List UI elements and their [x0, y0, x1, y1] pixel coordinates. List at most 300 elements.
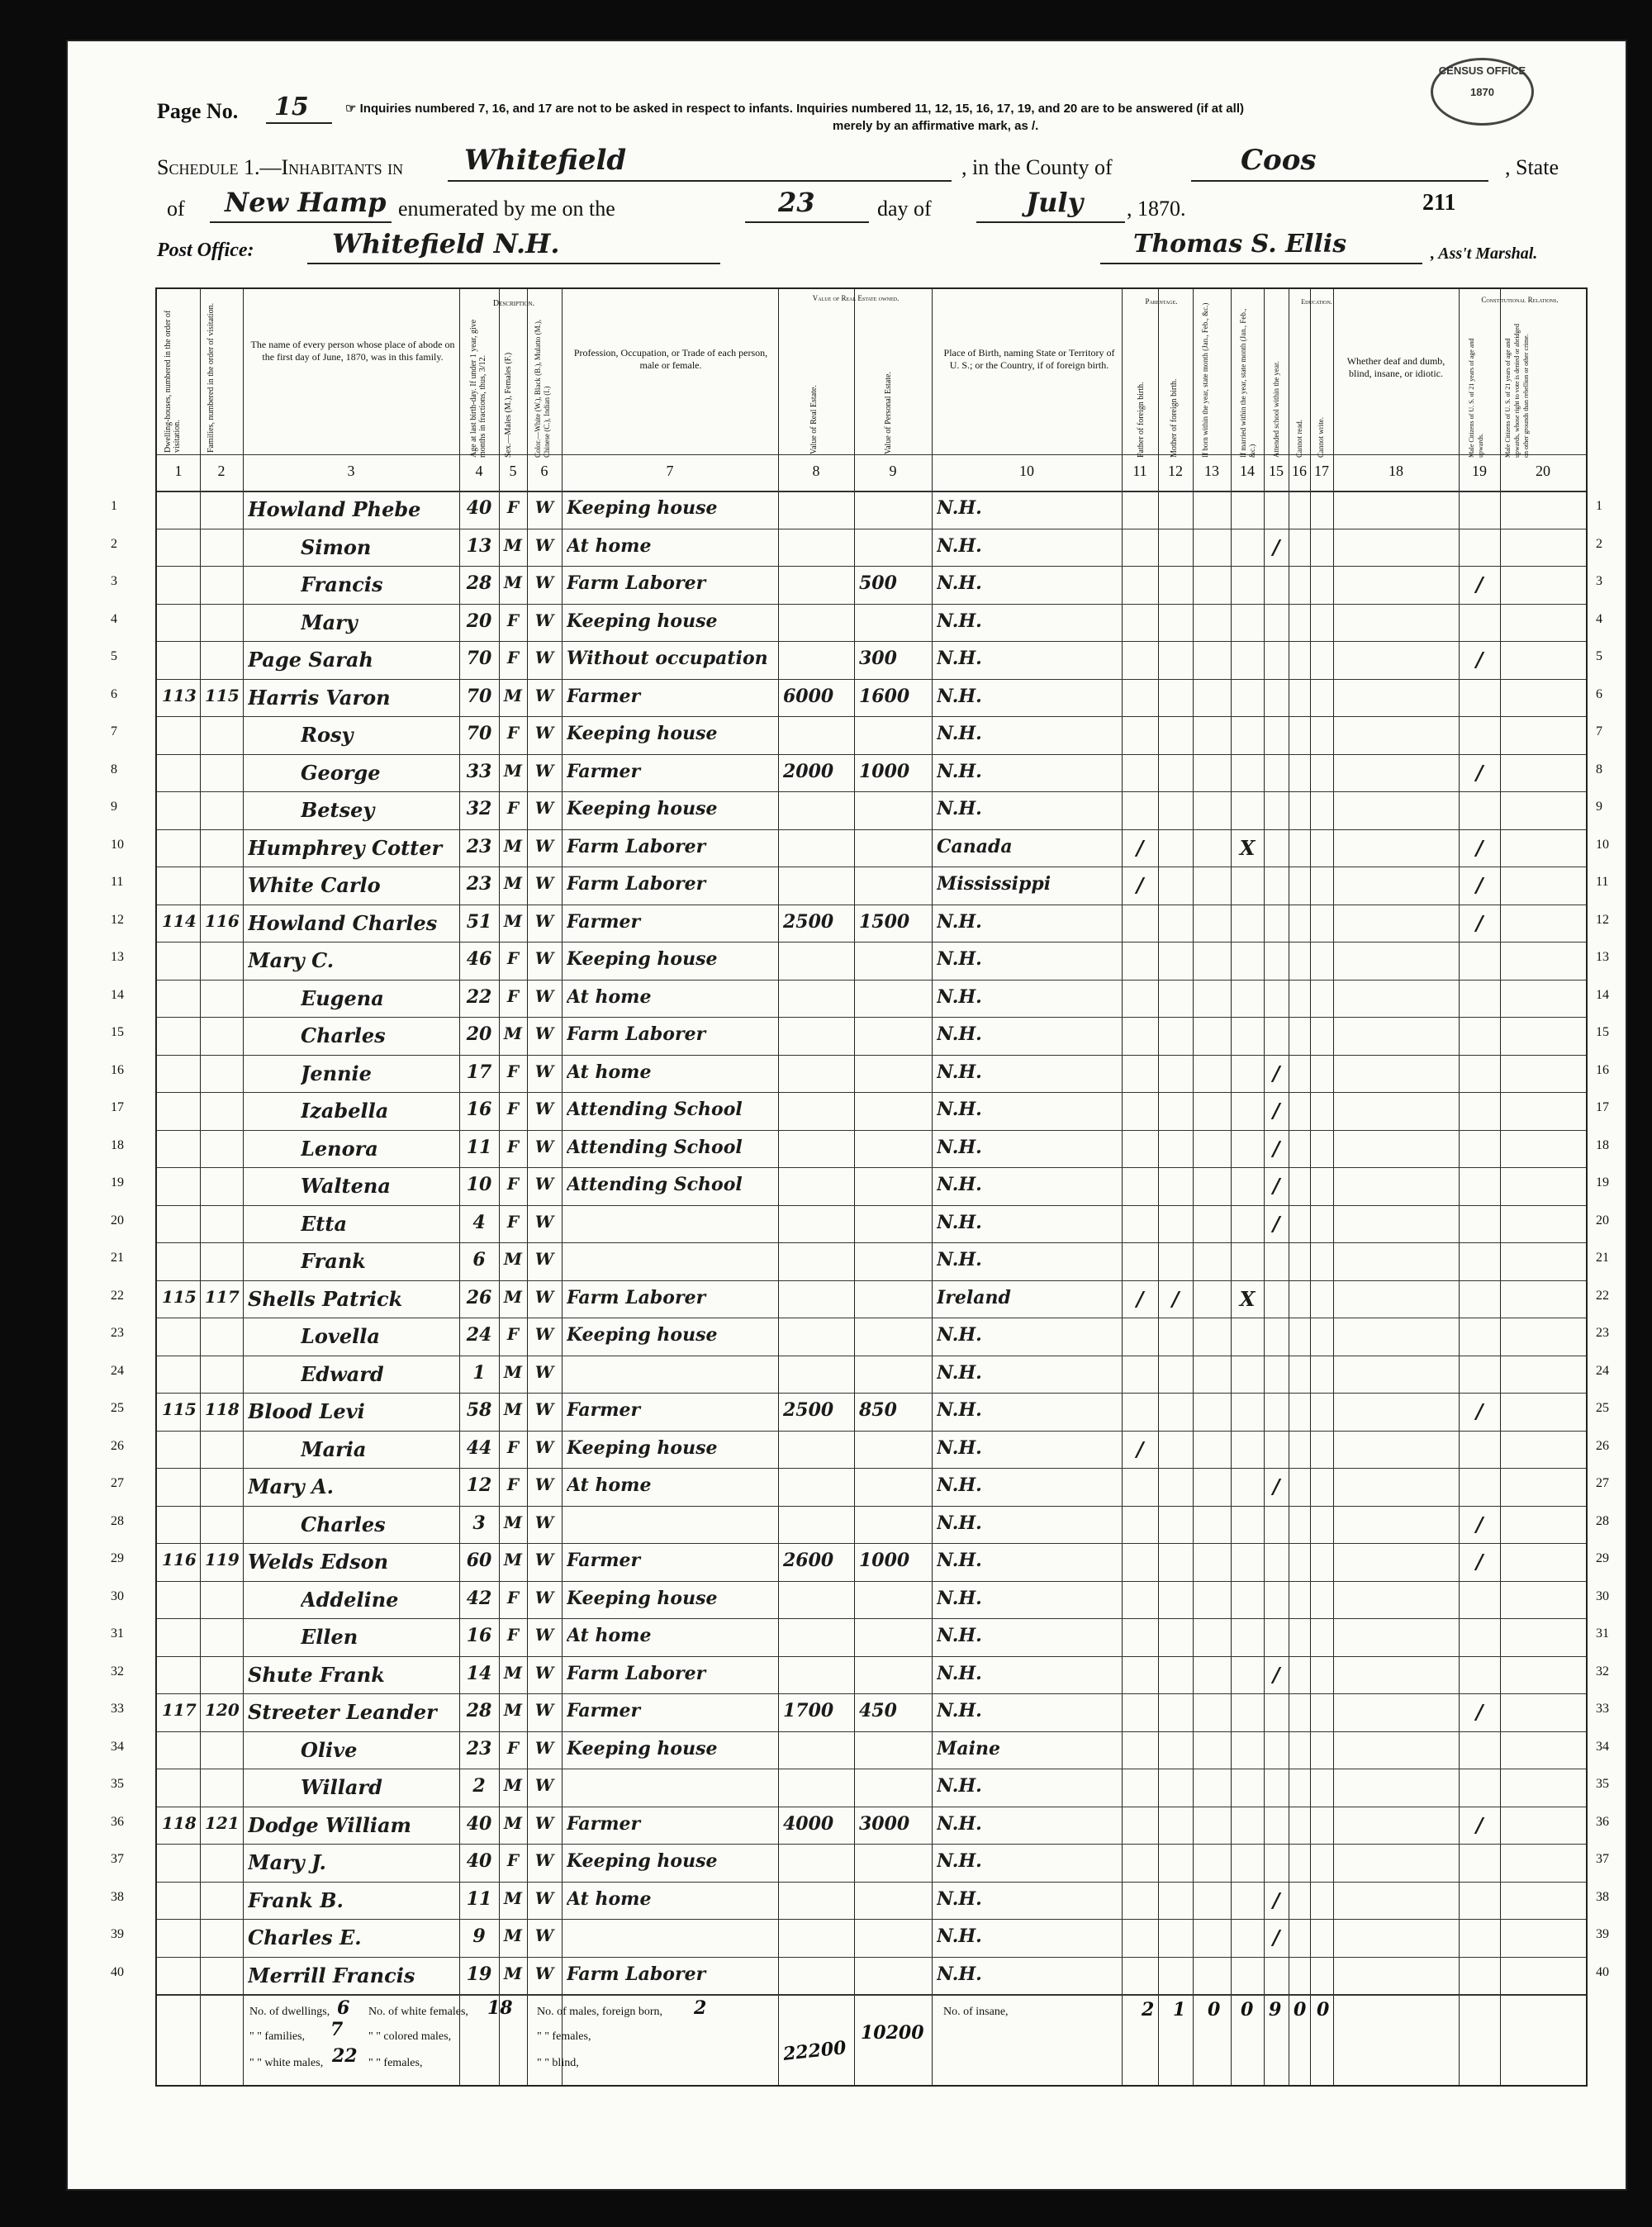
birthplace: N.H. [937, 685, 982, 707]
personal-estate-total: 10200 [861, 2022, 924, 2044]
married-in-year-mark: X [1239, 835, 1256, 860]
sex: M [503, 1249, 523, 1269]
color: W [534, 1625, 554, 1645]
person-name: Howland Phebe [248, 497, 421, 521]
birthplace: N.H. [937, 723, 982, 744]
real-estate-value: 2600 [783, 1550, 834, 1571]
row-number: 22 [111, 1288, 124, 1303]
row-number: 26 [111, 1438, 124, 1453]
birthplace: N.H. [937, 1775, 982, 1797]
row-number: 12 [111, 912, 124, 927]
c11-total: 2 [1142, 1999, 1155, 2020]
color: W [534, 1700, 554, 1720]
occupation: Farmer [567, 1700, 641, 1721]
row-number: 39 [111, 1927, 124, 1941]
occupation: Farmer [567, 1812, 641, 1835]
grid-hline [157, 716, 1586, 717]
row-number: 40 [111, 1964, 124, 1979]
census-grid [155, 287, 1588, 2087]
foreign-males-label: No. of males, foreign born, [537, 2006, 663, 2018]
row-number: 32 [111, 1664, 124, 1679]
color: W [534, 910, 554, 931]
birthplace: N.H. [937, 760, 982, 782]
township-underline [448, 180, 952, 182]
color: W [534, 1023, 554, 1043]
stamp-text: CENSUS OFFICE [1438, 64, 1526, 77]
color: W [534, 1136, 554, 1156]
row-number: 4 [111, 611, 117, 626]
occupation: At home [567, 1887, 652, 1910]
birthplace: N.H. [937, 648, 982, 669]
row-number: 1 [1596, 499, 1602, 513]
family-number: 115 [205, 685, 240, 705]
grid-hline [157, 829, 1586, 830]
mother-foreign-mark: / [1171, 1286, 1180, 1311]
color: W [534, 1550, 554, 1569]
grid-vline [1310, 289, 1311, 2085]
census-office-stamp [1431, 58, 1534, 126]
grid-vline [778, 289, 779, 2085]
person-name: Waltena [301, 1174, 391, 1198]
instruction-note-2: merely by an affirmative mark, as /. [833, 119, 1039, 133]
grid-hline [157, 942, 1586, 943]
white-males-total: 22 [332, 2045, 358, 2067]
person-name: Addeline [301, 1587, 399, 1612]
grid-hline [157, 1393, 1586, 1394]
sex: F [506, 1625, 520, 1645]
sex: F [506, 723, 520, 743]
grid-hline [157, 1957, 1586, 1958]
occupation: Keeping house [567, 798, 718, 819]
females-label: " " females, [368, 2057, 423, 2069]
occupation: At home [567, 1625, 652, 1646]
age: 2 [472, 1775, 486, 1797]
row-number: 7 [111, 724, 117, 738]
c17-total: 0 [1317, 1999, 1330, 2020]
age: 42 [466, 1587, 492, 1609]
occupation: Keeping house [567, 1850, 718, 1872]
color: W [534, 1887, 554, 1908]
person-name: Mary J. [248, 1850, 326, 1874]
color: W [534, 1399, 554, 1419]
personal-estate-value: 1600 [859, 685, 910, 707]
page-underline [266, 122, 332, 124]
grid-hline [157, 1468, 1586, 1469]
page-number: 15 [274, 93, 309, 121]
instruction-note: ☞ Inquiries numbered 7, 16, and 17 are not to be asked in respect to infants. Inquiries numbered 11, 12, 15, 16, 17, 19, and 20 are to be answered (if at all) [345, 102, 1244, 116]
age: 13 [466, 534, 492, 557]
census-sheet [68, 41, 1626, 2189]
grid-vline [1333, 289, 1334, 2085]
age: 70 [466, 648, 492, 669]
color: W [534, 1361, 554, 1382]
person-name: George [301, 760, 381, 785]
person-name: Howland Charles [248, 910, 438, 935]
grid-hline [157, 1919, 1586, 1920]
grid-hline [157, 1431, 1586, 1432]
sex: M [503, 1812, 523, 1833]
column-number: 8 [812, 463, 820, 479]
occupation: Farmer [567, 910, 641, 933]
birthplace: N.H. [937, 1061, 982, 1083]
occupation: Attending School [567, 1174, 743, 1195]
grid-hline [157, 491, 1586, 492]
person-name: Frank B. [248, 1887, 344, 1912]
row-number: 34 [111, 1739, 124, 1754]
sex: F [506, 798, 520, 818]
post-office-label: Post Office: [157, 240, 254, 261]
sex: M [503, 1550, 523, 1569]
birthplace: Ireland [937, 1286, 1011, 1308]
sex: F [506, 1324, 520, 1344]
occupation: Farmer [567, 685, 641, 707]
row-number: 1 [111, 499, 117, 513]
county-label: , in the County of [961, 155, 1113, 179]
sex: F [506, 1737, 520, 1758]
grid-hline [157, 1882, 1586, 1883]
grid-hline [157, 1205, 1586, 1206]
family-number: 117 [205, 1286, 240, 1307]
age: 16 [466, 1099, 492, 1120]
birthplace: N.H. [937, 1512, 982, 1534]
school-mark: / [1272, 1662, 1280, 1687]
column-number: 10 [1019, 463, 1034, 479]
grid-hline [157, 641, 1586, 642]
assistant-marshal: Thomas S. Ellis [1133, 230, 1347, 259]
row-number: 15 [111, 1025, 124, 1039]
row-number: 9 [111, 800, 117, 814]
c15-total: 9 [1269, 1999, 1282, 2020]
sex: M [503, 685, 523, 705]
sex: F [506, 1474, 520, 1494]
row-number: 6 [1596, 686, 1602, 701]
occupation: Farm Laborer [567, 572, 706, 594]
birthplace: Maine [937, 1737, 1000, 1759]
row-number: 17 [1596, 1100, 1609, 1114]
post-office: Whitefield N.H. [332, 228, 560, 259]
person-name: Charles [301, 1023, 386, 1047]
grid-hline [157, 1130, 1586, 1131]
occupation: At home [567, 534, 652, 557]
row-number: 35 [111, 1777, 124, 1791]
occupation: Farm Laborer [567, 1963, 706, 1985]
sex: M [503, 1963, 523, 1983]
row-number: 14 [111, 987, 124, 1002]
grid-hline [157, 1693, 1586, 1694]
sex: M [503, 1887, 523, 1908]
school-mark: / [1272, 1099, 1280, 1123]
grid-hline [157, 1055, 1586, 1056]
person-name: Shute Frank [248, 1662, 385, 1687]
dwelling-number: 115 [162, 1286, 197, 1307]
family-number: 118 [205, 1399, 240, 1419]
grid-vline [932, 289, 933, 2085]
row-number: 3 [111, 574, 117, 588]
sex: F [506, 1587, 520, 1607]
age: 4 [472, 1211, 486, 1233]
school-mark: / [1272, 1474, 1280, 1498]
sex: F [506, 497, 520, 517]
age: 58 [466, 1399, 492, 1421]
row-number: 5 [1596, 649, 1602, 663]
header-color: Color.—White (W.), Black (B.), Mulatto (M.), Chinese (C.), Indian (I.) [534, 319, 551, 458]
color: W [534, 1474, 554, 1494]
sex: M [503, 760, 523, 781]
row-number: 11 [111, 875, 124, 889]
color: W [534, 1174, 554, 1194]
sex: M [503, 1662, 523, 1683]
white-males-label: " " white males, [249, 2057, 324, 2069]
sex: M [503, 1023, 523, 1043]
of-label: of [167, 197, 185, 221]
state-label: , State [1505, 155, 1559, 179]
person-name: Charles [301, 1512, 386, 1536]
person-name: Welds Edson [248, 1550, 389, 1574]
grid-hline [157, 1092, 1586, 1093]
birthplace: Mississippi [937, 873, 1051, 895]
header-father-foreign: Father of foreign birth. [1137, 382, 1146, 458]
row-number: 30 [111, 1588, 124, 1603]
color: W [534, 685, 554, 705]
header-value: Value of Real Estate owned. [812, 294, 900, 302]
color: W [534, 985, 554, 1006]
birthplace: N.H. [937, 1587, 982, 1609]
row-number: 7 [1596, 724, 1602, 738]
age: 24 [466, 1324, 492, 1346]
row-number: 8 [111, 762, 117, 776]
c14-total: 0 [1241, 1999, 1254, 2020]
person-name: Frank [301, 1249, 366, 1273]
row-number: 19 [1596, 1175, 1609, 1189]
color: W [534, 497, 554, 517]
dwelling-number: 115 [162, 1399, 197, 1419]
birthplace: N.H. [937, 1249, 982, 1270]
age: 11 [466, 1136, 492, 1158]
row-number: 11 [1596, 875, 1609, 889]
stamp-year: 1870 [1470, 86, 1494, 98]
age: 23 [466, 835, 492, 857]
real-estate-value: 2000 [783, 760, 834, 782]
state: New Hamp [225, 187, 387, 218]
school-mark: / [1272, 1887, 1280, 1912]
person-name: Blood Levi [248, 1399, 365, 1423]
family-number: 116 [205, 910, 240, 931]
row-number: 22 [1596, 1288, 1609, 1303]
row-number: 15 [1596, 1025, 1609, 1039]
grid-vline [1122, 289, 1123, 2085]
row-number: 33 [1596, 1702, 1609, 1716]
father-foreign-mark: / [1136, 835, 1144, 860]
header-family: Families, numbered in the order of visitation. [206, 302, 216, 453]
occupation: At home [567, 1474, 652, 1496]
real-estate-value: 6000 [783, 685, 834, 707]
colored-females-label: " " females, [537, 2030, 591, 2043]
column-number: 9 [889, 463, 897, 479]
school-mark: / [1272, 1211, 1280, 1236]
families-total: 7 [330, 2019, 344, 2040]
header-birthplace: Place of Birth, naming State or Territory of U. S.; or the Country, if of foreign birth. [943, 347, 1115, 371]
personal-estate-value: 1000 [859, 760, 910, 782]
column-number: 7 [666, 463, 674, 479]
color: W [534, 1286, 554, 1307]
school-mark: / [1272, 1136, 1280, 1161]
row-number: 33 [111, 1702, 124, 1716]
person-name: Mary C. [248, 948, 335, 972]
grid-hline [157, 1242, 1586, 1243]
row-number: 38 [111, 1889, 124, 1904]
row-number: 37 [1596, 1852, 1609, 1866]
row-number: 27 [111, 1476, 124, 1490]
column-number: 13 [1204, 463, 1219, 479]
column-number: 15 [1269, 463, 1284, 479]
county: Coos [1241, 144, 1317, 177]
age: 26 [466, 1286, 492, 1308]
citizen-mark: / [1475, 873, 1483, 897]
occupation: Farmer [567, 1399, 641, 1421]
person-name: Edward [301, 1361, 384, 1386]
header-male-citizens: Male Citizens of U. S. of 21 years of age and upwards. [1468, 338, 1484, 458]
header-mother-foreign: Mother of foreign birth. [1170, 378, 1179, 458]
age: 23 [466, 873, 492, 895]
birthplace: N.H. [937, 1474, 982, 1496]
row-number: 36 [111, 1814, 124, 1829]
sex: M [503, 873, 523, 893]
color: W [534, 1850, 554, 1870]
occupation: Keeping house [567, 1737, 718, 1759]
birthplace: N.H. [937, 1136, 982, 1158]
grid-hline [157, 566, 1586, 567]
row-number: 16 [111, 1062, 124, 1077]
row-number: 35 [1596, 1777, 1609, 1791]
sex: M [503, 910, 523, 931]
person-name: Humphrey Cotter [248, 835, 443, 860]
color: W [534, 1512, 554, 1532]
grid-hline [157, 604, 1586, 605]
birthplace: Canada [937, 835, 1013, 857]
age: 9 [472, 1925, 486, 1947]
age: 33 [466, 760, 492, 782]
citizen-mark: / [1475, 835, 1483, 860]
real-estate-total: 22200 [781, 2037, 847, 2065]
row-number: 28 [111, 1513, 124, 1528]
grid-hline [157, 1731, 1586, 1732]
person-name: Charles E. [248, 1925, 362, 1949]
white-females-label: No. of white females, [368, 2006, 468, 2018]
row-number: 31 [1596, 1626, 1609, 1641]
person-name: Dodge William [248, 1812, 411, 1837]
occupation: Attending School [567, 1099, 743, 1120]
age: 10 [466, 1174, 492, 1195]
personal-estate-value: 1000 [859, 1550, 910, 1571]
person-name: Willard [301, 1775, 382, 1799]
color: W [534, 1249, 554, 1269]
row-number: 25 [111, 1401, 124, 1415]
grid-hline [157, 1656, 1586, 1657]
row-number: 37 [111, 1852, 124, 1866]
column-number: 14 [1240, 463, 1255, 479]
header-personal-estate: Value of Personal Estate. [884, 372, 893, 454]
column-number: 11 [1132, 463, 1147, 479]
person-name: Rosy [301, 723, 354, 747]
row-number: 34 [1596, 1739, 1609, 1754]
occupation: Farm Laborer [567, 835, 706, 857]
person-name: Merrill Francis [248, 1963, 415, 1987]
citizen-mark: / [1475, 760, 1483, 785]
row-number: 6 [111, 686, 117, 701]
sex: M [503, 572, 523, 592]
column-number: 3 [347, 463, 355, 479]
person-name: Simon [301, 534, 372, 559]
father-foreign-mark: / [1136, 873, 1144, 897]
enumeration-year: , 1870. [1127, 197, 1186, 221]
age: 32 [466, 798, 492, 819]
age: 17 [466, 1061, 492, 1083]
birthplace: N.H. [937, 1662, 982, 1684]
row-number: 26 [1596, 1438, 1609, 1453]
color: W [534, 948, 554, 968]
color: W [534, 798, 554, 818]
color: W [534, 1211, 554, 1232]
father-foreign-mark: / [1136, 1436, 1144, 1461]
person-name: Francis [301, 572, 383, 596]
birthplace: N.H. [937, 1399, 982, 1421]
birthplace: N.H. [937, 610, 982, 632]
row-number: 16 [1596, 1062, 1609, 1077]
person-name: Shells Patrick [248, 1286, 403, 1311]
grid-hline [157, 1994, 1586, 1996]
person-name: Page Sarah [248, 648, 373, 672]
birthplace: N.H. [937, 1812, 982, 1835]
sex: M [503, 534, 523, 555]
sex: M [503, 1775, 523, 1795]
column-number: 18 [1389, 463, 1403, 479]
sex: M [503, 1700, 523, 1720]
age: 40 [466, 1812, 492, 1835]
school-mark: / [1272, 1061, 1280, 1085]
color: W [534, 1812, 554, 1833]
personal-estate-value: 500 [859, 572, 897, 594]
grid-vline [243, 289, 244, 2085]
row-number: 20 [1596, 1213, 1609, 1227]
schedule-prefix: Schedule 1.—Inhabitants in [157, 155, 404, 179]
header-vote-denied: Male Citizens of U. S. of 21 years of age and upwards, whose right to vote is denied or abridged on other grounds than rebellion or other crime. [1504, 324, 1530, 458]
grid-vline [1158, 289, 1159, 2085]
row-number: 27 [1596, 1476, 1609, 1490]
column-number: 19 [1472, 463, 1487, 479]
state-underline [210, 221, 392, 223]
citizen-mark: / [1475, 1700, 1483, 1724]
white-females-total: 18 [487, 1997, 513, 2019]
column-number: 1 [174, 463, 183, 479]
day-underline [745, 221, 869, 223]
grid-hline [157, 980, 1586, 981]
person-name: Mary [301, 610, 358, 634]
age: 1 [472, 1361, 486, 1384]
header-married-in-year: If married within the year, state month (Jan., Feb., &c.) [1239, 308, 1256, 458]
sex: F [506, 1099, 520, 1118]
citizen-mark: / [1475, 572, 1483, 596]
person-name: White Carlo [248, 873, 381, 897]
column-number: 12 [1168, 463, 1183, 479]
occupation: Keeping house [567, 723, 718, 744]
age: 70 [466, 723, 492, 744]
column-number: 4 [475, 463, 483, 479]
column-number: 2 [217, 463, 225, 479]
header-occupation: Profession, Occupation, or Trade of each person, male or female. [573, 347, 768, 371]
occupation: Attending School [567, 1136, 743, 1158]
person-name: Mary A. [248, 1474, 335, 1498]
sex: F [506, 1211, 520, 1232]
